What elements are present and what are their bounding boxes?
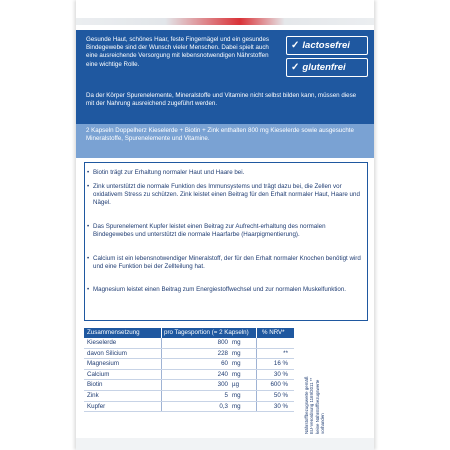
divider [161,338,162,348]
divider [161,359,162,369]
nutrient-unit: mg [232,349,241,357]
divider [161,349,162,359]
table-row [84,359,294,370]
nutrient-name: Zink [87,391,99,399]
highlight-text: 2 Kapseln Doppelherz Kieselerde + Biotin + Zink enthalten 800 mg Kieselerde sowie ausgesuchte Mineralstoffe, Spurenelemente und Vitamine. [86,127,354,143]
table-row [84,402,294,413]
nutrient-name: Biotin [87,381,103,389]
divider [256,359,257,369]
composition-table [84,328,294,412]
nutrient-unit: µg [232,381,240,389]
nutrient-amount: 240 [217,370,228,378]
bullet-icon: • [87,169,90,176]
package-bottom-strip [76,438,374,450]
nutrient-name: Magnesium [87,360,119,368]
nutrient-amount: 5 [224,391,228,399]
table-body [84,338,294,412]
nutrient-name: Kieselerde [87,339,117,346]
bullet-icon: • [87,183,90,190]
nutrient-nrv: 50 % [273,391,288,399]
nutrient-unit: mg [232,339,241,346]
nutrient-amount: 228 [217,349,228,357]
intro-paragraph-2: Da der Körper Spurenelemente, Mineralstoffe und Vitamine nicht selbst bilden kann, müssen diese mit der Nahrung ausreichend zugeführt werden. [86,92,357,108]
footnote-text: Nährstoffbezugswerte gemäß EU-Verordnung 1169/2011 ** keine Nährstoffbezugswerte vorhanden [304,376,326,434]
brand-stripe [76,18,374,25]
divider [161,402,162,412]
nutrient-nrv: 600 % [270,381,288,389]
nutrient-name: Calcium [87,370,110,378]
highlight-bar [76,124,374,158]
lactose-free-badge: ✓ lactosefrei [286,36,368,55]
nutrient-unit: mg [232,402,241,410]
divider [256,402,257,412]
bullet-icon: • [87,286,90,293]
nutrient-unit: mg [232,360,241,368]
divider [161,328,162,338]
nutrient-unit: mg [232,391,241,399]
table-row [84,380,294,391]
divider [256,338,257,348]
checkmark-icon: ✓ [291,40,300,51]
claim-magnesium: • Magnesium leistet einen Beitrag zum Energiestoffwechsel und zur normalen Muskelfunktion. [87,286,347,293]
claim-biotin: • Biotin trägt zur Erhaltung normaler Haut und Haare bei. [87,169,245,176]
checkmark-icon: ✓ [291,62,300,73]
nutrient-nrv: 30 % [273,370,288,378]
table-row [84,370,294,381]
divider [256,391,257,401]
table-row [84,391,294,402]
package-top-strip [76,0,374,30]
intro-panel [76,30,374,158]
table-row [84,349,294,360]
health-claims-box [84,162,368,321]
nutrient-amount: 300 [217,381,228,389]
nutrient-unit: mg [232,370,241,378]
nutrient-name: davon Silicium [87,349,127,357]
claim-copper: • Das Spurenelement Kupfer leistet einen Beitrag zur Aufrecht-erhaltung des normalen Bindegewebes und unterstützt die normale Haarfarbe (Haarpigmentierung). [87,223,326,239]
column-header-composition: Zusammensetzung [87,329,140,336]
footnote-side [302,376,362,434]
divider [161,380,162,390]
nutrient-amount: 800 [217,339,228,346]
divider [256,349,257,359]
nutrient-amount: 0,3 [219,402,228,410]
nutrient-nrv: ** [283,349,288,357]
claim-calcium: • Calcium ist ein lebensnotwendiger Mineralstoff, der für den Erhalt normaler Knochen benötigt wird und eine Funktion bei der Zellteilung hat. [87,255,361,271]
bullet-icon: • [87,255,90,262]
nutrient-nrv: 30 % [273,402,288,410]
divider [256,328,257,338]
divider [256,370,257,380]
package-back [76,0,374,450]
bullet-icon: • [87,223,90,230]
nutrient-amount: 60 [221,360,228,368]
nutrient-name: Kupfer [87,402,106,410]
table-row [84,338,294,349]
intro-paragraph-1: Gesunde Haut, schönes Haar, feste Fingernägel und ein gesundes Bindegewebe sind der Wunsch vieler Menschen. Dabei spielt auch eine ausreichende Versorgung mit lebensnotwendigen Nährstoffen eine wichtige Rolle. [86,36,269,68]
claim-zinc: • Zink unterstützt die normale Funktion des Immunsystems und trägt dazu bei, die Zellen vor oxidativem Stress zu schützen. Zink leistet einen Beitrag für den Erhalt normaler Haut, Haare und Nägel. [87,183,360,207]
divider [161,391,162,401]
divider [256,380,257,390]
column-header-nrv: % NRV* [262,329,285,336]
table-header-row [84,328,294,338]
nutrient-nrv: 16 % [273,360,288,368]
divider [161,370,162,380]
column-header-daily-portion: pro Tagesportion (= 2 Kapseln) [164,329,249,336]
gluten-free-badge: ✓ glutenfrei [286,58,368,77]
badge-group [286,36,368,80]
